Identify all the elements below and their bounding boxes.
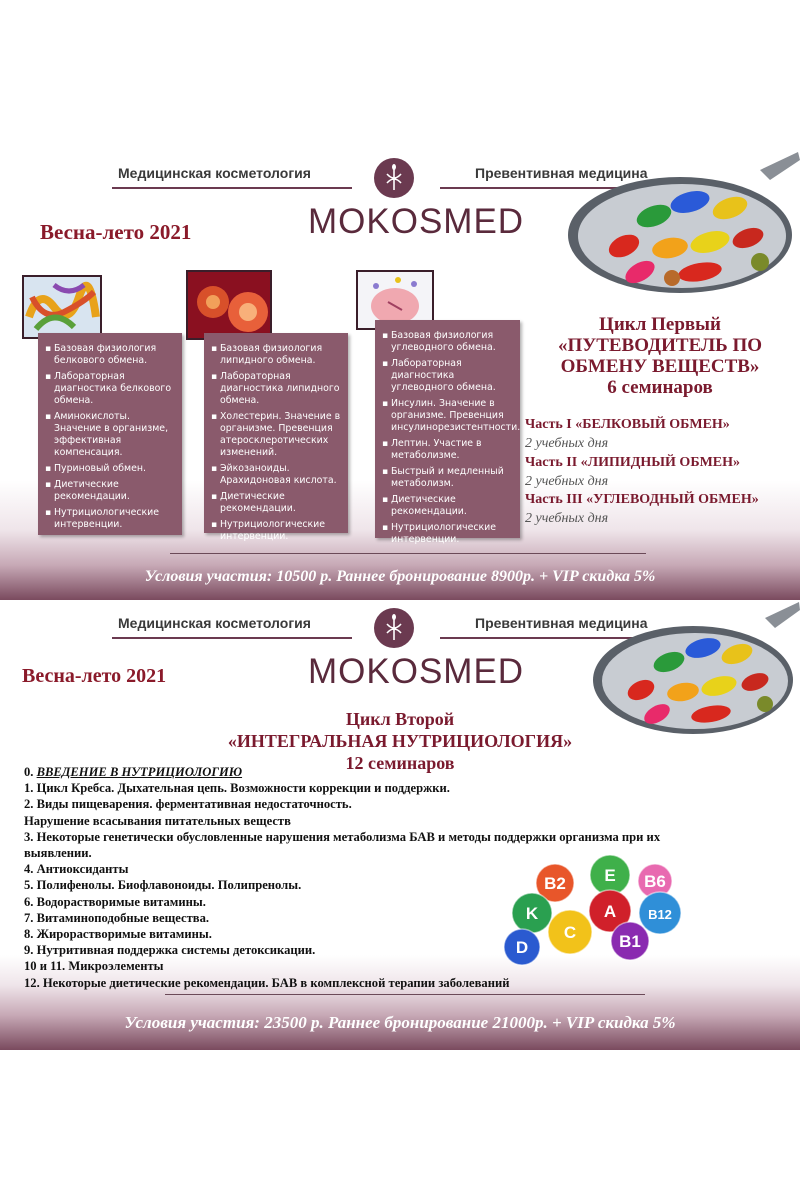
brand-right-label: Превентивная медицина [475,615,648,631]
cycle-two-banner [0,600,800,1050]
vitamin-ball [548,910,592,954]
cycle-one-seminar-count: 6 семинаров [607,377,713,398]
topic-item: ▪ Базовая физиология белкового обмена. [54,343,176,367]
vitamin-label: E [604,866,616,885]
topic-item: ▪ Пуриновый обмен. [54,463,176,475]
vitamin-label: B2 [544,874,566,893]
seminar-item: 10 и 11. Микроэлементы [24,959,164,974]
footer-divider [170,553,646,554]
participation-conditions: Условия участия: 10500 р. Раннее бронирование 8900р. + VIP скидка 5% [144,568,656,585]
vitamin-ball [504,929,540,965]
vitamin-label: B12 [648,907,672,922]
brand-left-label: Медицинская косметология [118,165,311,181]
part-one-title: Часть I «БЕЛКОВЫЙ ОБМЕН» [525,417,730,432]
protein-molecule-image [22,275,102,339]
cycle-one-banner [0,150,800,600]
vitamin-ball [611,922,649,960]
cycle-two-seminar-count: 12 семинаров [345,753,455,773]
seminar-item: 1. Цикл Кребса. Дыхательная цепь. Возможности коррекции и поддержки. [24,781,450,796]
seminar-item: Нарушение всасывания питательных веществ [24,813,291,828]
seminar-item: 3. Некоторые генетически обусловленные нарушения метаболизма БАВ и методы поддержки организма при их [24,829,661,844]
vitamin-label: B6 [644,872,666,891]
participation-conditions: Условия участия: 23500 р. Раннее бронирование 21000р. + VIP скидка 5% [124,1013,676,1032]
spoon-capsules-image [560,150,800,300]
topic-item: ▪ Нутрициологические интервенции. [54,507,176,531]
vitamin-label: A [603,902,617,921]
seminar-item: 4. Антиоксиданты [24,862,129,877]
seminar-item: 9. Нутритивная поддержка системы детоксикации. [24,943,316,958]
footer-divider [165,994,645,995]
header-rule-left [112,637,352,639]
cycle-one-title-line1: Цикл Первый [599,314,721,335]
part-three-title: Часть III «УГЛЕВОДНЫЙ ОБМЕН» [525,492,759,507]
topic-item: ▪ Лабораторная диагностика липидного обмена. [220,371,342,407]
topic-item: ▪ Базовая физиология углеводного обмена. [391,330,514,354]
intro-item-label: ВВЕДЕНИЕ В НУТРИЦИОЛОГИЮ [36,765,243,779]
logo-wordmark: MOKOSMED [308,652,525,691]
cycle-two-title-line1: Цикл Второй [345,709,455,729]
topic-item: ▪ Быстрый и медленный метаболизм. [391,466,514,490]
cycle-one-title-line3: ОБМЕНУ ВЕЩЕСТВ» [560,356,760,377]
topic-item: ▪ Холестерин. Значение в организме. Превенция атеросклеротических изменений. [220,411,342,459]
topic-item: ▪ Аминокислоты. Значение в организме, эффективная компенсация. [54,411,176,459]
topic-item: ▪ Эйкозаноиды. Арахидоновая кислота. [220,463,342,487]
part-two-title: Часть II «ЛИПИДНЫЙ ОБМЕН» [525,455,741,470]
vitamin-ball [590,855,630,895]
logo-emblem-icon [374,608,414,648]
brand-left-label: Медицинская косметология [118,615,311,631]
season-label: Весна-лето 2021 [40,220,192,244]
seminar-item: 6. Водорастворимые витамины. [24,894,206,909]
vitamin-label: C [563,923,577,942]
vitamin-ball [512,893,552,933]
part-one-days: 2 учебных дня [525,436,609,451]
seminar-item: 12. Некоторые диетические рекомендации. БАВ в комплексной терапии заболеваний [24,975,510,990]
seminar-item: 7. Витаминоподобные вещества. [24,910,210,925]
logo-emblem-icon [374,158,414,198]
cycle-one-title [535,314,785,398]
lipid-topics-card [204,333,348,542]
topic-item: ▪ Лептин. Участие в метаболизме. [391,438,514,462]
part-three-days: 2 учебных дня [525,511,609,526]
vitamin-label: K [525,904,539,923]
brand-right-label: Превентивная медицина [475,165,648,181]
topic-item: ▪ Диетические рекомендации. [54,479,176,503]
lipid-cells-image [186,270,272,340]
vitamin-ball [639,892,681,934]
header-rule-left [112,187,352,189]
topic-item: ▪ Лабораторная диагностика белкового обмена. [54,371,176,407]
cycle-two-title-line2: «ИНТЕГРАЛЬНАЯ НУТРИЦИОЛОГИЯ» [227,731,573,751]
topic-item: ▪ Нутрициологические интервенции. [220,519,342,543]
logo-wordmark: MOKOSMED [308,202,525,241]
intro-item: 0. ВВЕДЕНИЕ В НУТРИЦИОЛОГИЮ [24,765,243,779]
topic-item: ▪ Базовая физиология липидного обмена. [220,343,342,367]
part-two-days: 2 учебных дня [525,474,609,489]
protein-topics-card [38,333,182,535]
seminar-item: 5. Полифенолы. Биофлавоноиды. Полипренолы. [24,878,302,893]
vitamin-label: B1 [619,932,641,951]
topic-item: ▪ Диетические рекомендации. [391,494,514,518]
seminar-item: 8. Жирорастворимые витамины. [24,927,212,942]
vitamin-label: D [515,938,529,957]
topic-item: ▪ Лабораторная диагностика углеводного обмена. [391,358,514,394]
seminar-item: 2. Виды пищеварения. ферментативная недостаточность. [24,797,352,812]
topic-item: ▪ Диетические рекомендации. [220,491,342,515]
topic-item: ▪ Инсулин. Значение в организме. Превенция инсулинорезистентности. [391,398,514,434]
carbohydrate-topics-card [375,320,521,545]
topic-item: ▪ Нутрициологические интервенции. [391,522,514,546]
vitamin-balls-image [500,855,700,975]
season-label: Весна-лето 2021 [22,665,167,687]
seminar-item: выявлении. [24,846,92,861]
cycle-one-title-line2: «ПУТЕВОДИТЕЛЬ ПО [557,335,763,356]
